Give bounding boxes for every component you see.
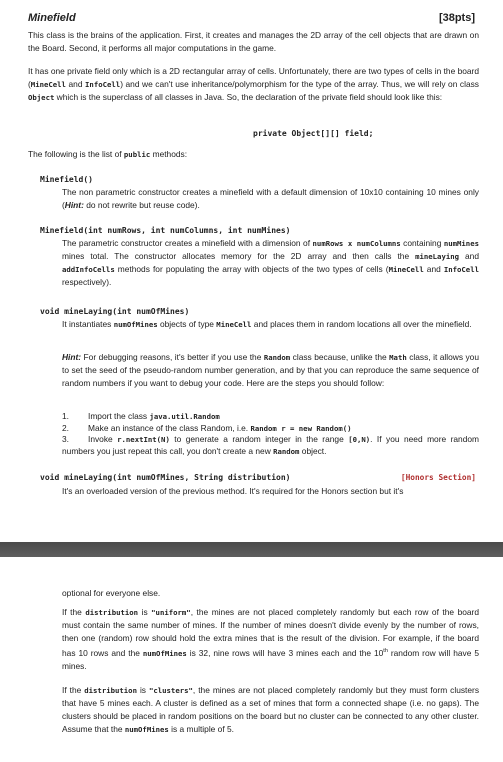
code-minecell: MineCell xyxy=(30,80,66,90)
document-page-2 xyxy=(0,557,503,762)
method-signature-minelaying-distribution: void mineLaying(int numOfMines, String distribution) xyxy=(40,473,291,482)
minelaying-hint: Hint: For debugging reasons, it's better if you use the Random class because, unlike the Math class, it allows you to set the seed of the pseudo-random number generation, and by that you can reproduce the same sequence of random numbers if you want to debug your code. Here are the steps you should follow: xyxy=(62,352,479,389)
code-object: Object xyxy=(28,93,55,103)
ctor-param-description: The parametric constructor creates a minefield with a dimension of numRows x numColumns containing numMines mines total. The constructor allocates memory for the 2D array and then calls the mineLaying and addInfoCells methods for populating the array with objects of the two types of cells (MineCell and InfoCell respectively). xyxy=(62,238,479,288)
points-label: [38pts] xyxy=(438,12,475,24)
method-signature-ctor-param: Minefield(int numRows, int numColumns, int numMines) xyxy=(40,226,291,235)
code-infocell: InfoCell xyxy=(85,80,121,90)
step-3: 3. Invoke r.nextInt(N) to generate a random integer in the range [0,N). If you need more random numbers you just repeat this call, you don't create a new Random object. xyxy=(62,434,479,456)
minelaying-description: It instantiates numOfMines objects of type MineCell and places them in random locations all over the minefield. xyxy=(62,319,472,329)
section-title: Minefield xyxy=(28,12,76,24)
hint-label: Hint: xyxy=(62,352,82,362)
honors-section-tag: [Honors Section] xyxy=(400,473,476,482)
method-signature-minelaying: void mineLaying(int numOfMines) xyxy=(40,307,190,316)
methods-intro: The following is the list of public methods: xyxy=(28,149,188,159)
step-1: 1. Import the class java.util.Random xyxy=(62,411,220,421)
uniform-paragraph: If the distribution is "uniform", the mines are not placed completely randomly but each row of the board must contain the same number of mines. If the number of mines doesn't divide evenly by the number of rows, then one (random) row should hold the extra mines that is the result of the division. For example, if the board has 10 rows and the numOfMines is 32, nine rows will have 3 mines each and the 10th random row will have 5 mines. xyxy=(62,607,480,672)
ctor-default-description: The non parametric constructor creates a minefield with a default dimension of 10x10 containing 10 mines only (Hint: do not rewrite but reuse code). xyxy=(62,187,479,211)
minelaying-distribution-description: It's an overloaded version of the previous method. It's required for the Honors section but it's xyxy=(62,486,404,496)
clusters-paragraph: If the distribution is "clusters", the mines are not placed completely randomly but they must form clusters that have 5 mines each. A cluster is defined as a set of mines that form a connected shape (i.e. no gaps). The clusters should be placed in random positions on the board but no cluster can be connected to any other cluster. Assume that the numOfMines is a multiple of 5. xyxy=(62,685,480,735)
code-public: public xyxy=(123,150,151,159)
intro-paragraph: This class is the brains of the application. First, it creates and manages the 2D array of the cell objects that are drawn on the Board. Second, it performs all major computations in the game. xyxy=(28,30,479,54)
method-signature-ctor-default: Minefield() xyxy=(40,175,93,184)
step-2: 2. Make an instance of the class Random, i.e. Random r = new Random() xyxy=(62,423,352,433)
page-divider xyxy=(0,542,503,557)
hint-label: Hint: xyxy=(64,200,84,211)
continued-text: optional for everyone else. xyxy=(62,588,161,598)
field-declaration: private Object[][] field; xyxy=(253,129,374,138)
field-paragraph: It has one private field only which is a 2D rectangular array of cells. Unfortunately, there are two types of cells in the board (MineCell and InfoCell) and we can't use inheritance/polymorphism for the type of the array. Thus, we will rely on class Object which is the superclass of all classes in Java. So, the declaration of the private field should look like this: xyxy=(28,66,479,103)
